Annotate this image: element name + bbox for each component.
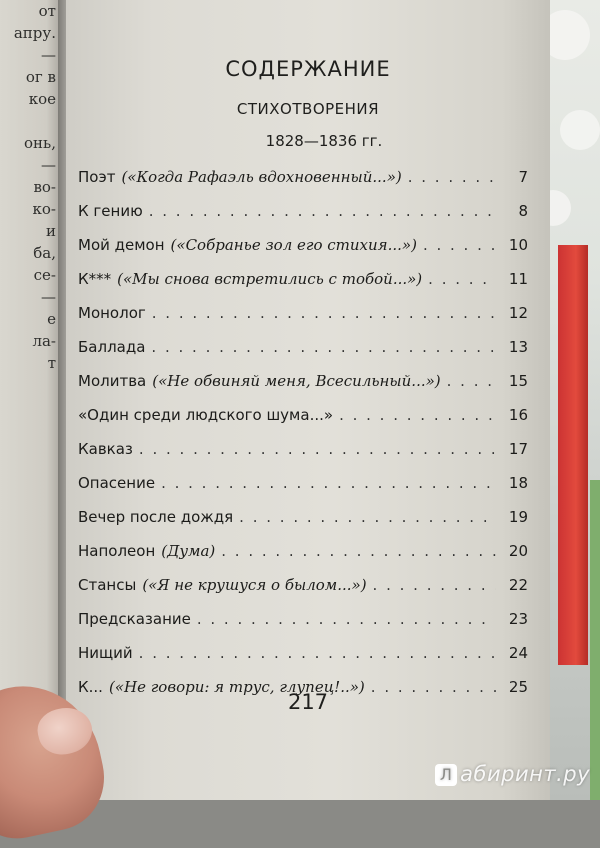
toc-entry-subtitle: («Собранье зол его стихия...»): [170, 236, 417, 254]
section-heading: СТИХОТВОРЕНИЯ: [236, 100, 380, 118]
toc-leader-dots: [373, 576, 496, 594]
contents-page: [66, 0, 550, 800]
toc-entry-title: Молитва: [78, 372, 147, 390]
toc-leader-dots: [221, 542, 496, 560]
toc-entry-title: Монолог: [78, 304, 146, 322]
toc-leader-dots: [139, 644, 496, 662]
left-page-text: се-: [33, 266, 56, 284]
toc-leader-dots: [151, 338, 496, 356]
toc-leader-dots: [239, 508, 496, 526]
book-cover-edge: [558, 245, 588, 665]
left-page-text: от: [38, 2, 56, 20]
left-page-text: ко-: [32, 200, 56, 218]
toc-entry-page: 19: [508, 508, 528, 526]
toc-entry-subtitle: («Когда Рафаэль вдохновенный...»): [121, 168, 402, 186]
left-page-text: —: [41, 46, 56, 64]
years-heading: 1828—1836 гг.: [265, 132, 383, 150]
toc-entry-page: 11: [508, 270, 528, 288]
table-of-contents: [78, 168, 528, 712]
toc-entry-page: 15: [508, 372, 528, 390]
toc-entry: [78, 508, 528, 542]
toc-leader-dots: [197, 610, 496, 628]
toc-entry: [78, 576, 528, 610]
left-page-text: ла-: [32, 332, 56, 350]
toc-entry-title: Кавказ: [78, 440, 133, 458]
left-page-text: —: [41, 156, 56, 174]
toc-entry: [78, 270, 528, 304]
book-cover-strip: [590, 480, 600, 800]
toc-entry-title: Наполеон: [78, 542, 156, 560]
left-page-text: т: [47, 354, 56, 372]
toc-entry: [78, 202, 528, 236]
toc-entry: [78, 236, 528, 270]
left-page-text: апру.: [13, 24, 56, 42]
toc-entry-title: Вечер после дождя: [78, 508, 234, 526]
toc-entry-title: Баллада: [78, 338, 146, 356]
page-title: СОДЕРЖАНИЕ: [225, 57, 391, 81]
toc-entry-page: 16: [508, 406, 528, 424]
left-page-text: и: [46, 222, 56, 240]
toc-entry-page: 8: [518, 202, 528, 220]
toc-entry-title: Поэт: [78, 168, 116, 186]
left-page-text: ог в: [25, 68, 56, 86]
toc-entry-title: Опасение: [78, 474, 156, 492]
toc-entry-subtitle: (Дума): [161, 542, 216, 560]
flower-pattern: [560, 110, 600, 150]
toc-leader-dots: [139, 440, 496, 458]
toc-entry-page: 20: [508, 542, 528, 560]
toc-entry: [78, 474, 528, 508]
watermark-logo: Л: [435, 764, 457, 786]
left-page-text: —: [41, 288, 56, 306]
toc-entry-page: 23: [508, 610, 528, 628]
toc-leader-dots: [161, 474, 496, 492]
toc-entry: [78, 338, 528, 372]
toc-entry-title: Нищий: [78, 644, 133, 662]
toc-entry: [78, 644, 528, 678]
left-page-text: кое: [28, 90, 56, 108]
toc-leader-dots: [423, 236, 496, 254]
left-page-text: онь,: [24, 134, 56, 152]
toc-entry-page: 7: [518, 168, 528, 186]
toc-entry-title: Стансы: [78, 576, 137, 594]
toc-entry: [78, 304, 528, 338]
left-page-text: е: [47, 310, 56, 328]
toc-leader-dots: [152, 304, 496, 322]
left-page-text: во-: [33, 178, 56, 196]
toc-entry-subtitle: («Мы снова встретились с тобой...»): [117, 270, 423, 288]
toc-entry: [78, 440, 528, 474]
toc-entry-title: Предсказание: [78, 610, 191, 628]
toc-entry-subtitle: («Не обвиняй меня, Всесильный...»): [152, 372, 441, 390]
toc-entry-title: К гению: [78, 202, 143, 220]
toc-entry-page: 12: [508, 304, 528, 322]
toc-leader-dots: [408, 168, 496, 186]
page-number: 217: [287, 690, 329, 714]
toc-entry-page: 22: [508, 576, 528, 594]
toc-entry-page: 17: [508, 440, 528, 458]
toc-leader-dots: [339, 406, 496, 424]
toc-entry-title: «Один среди людского шума...»: [78, 406, 334, 424]
watermark: [435, 762, 590, 786]
toc-entry-page: 25: [508, 678, 528, 696]
toc-entry-page: 13: [508, 338, 528, 356]
toc-entry-subtitle: («Я не крушуся о былом...»): [142, 576, 367, 594]
toc-entry-page: 10: [508, 236, 528, 254]
toc-leader-dots: [149, 202, 496, 220]
toc-entry-subtitle: («Не говори: я трус, глупец!..»): [108, 678, 365, 696]
watermark-text: абиринт.ру: [460, 762, 590, 786]
left-page: [0, 0, 62, 800]
toc-entry: [78, 406, 528, 440]
toc-entry: [78, 372, 528, 406]
toc-entry-title: К...: [78, 678, 103, 696]
toc-entry-title: К***: [78, 270, 112, 288]
toc-entry-page: 18: [508, 474, 528, 492]
toc-entry: [78, 168, 528, 202]
toc-entry: [78, 542, 528, 576]
toc-leader-dots: [447, 372, 496, 390]
toc-entry-page: 24: [508, 644, 528, 662]
toc-entry: [78, 610, 528, 644]
toc-entry-title: Мой демон: [78, 236, 165, 254]
left-page-text: ба,: [33, 244, 56, 262]
toc-leader-dots: [428, 270, 496, 288]
